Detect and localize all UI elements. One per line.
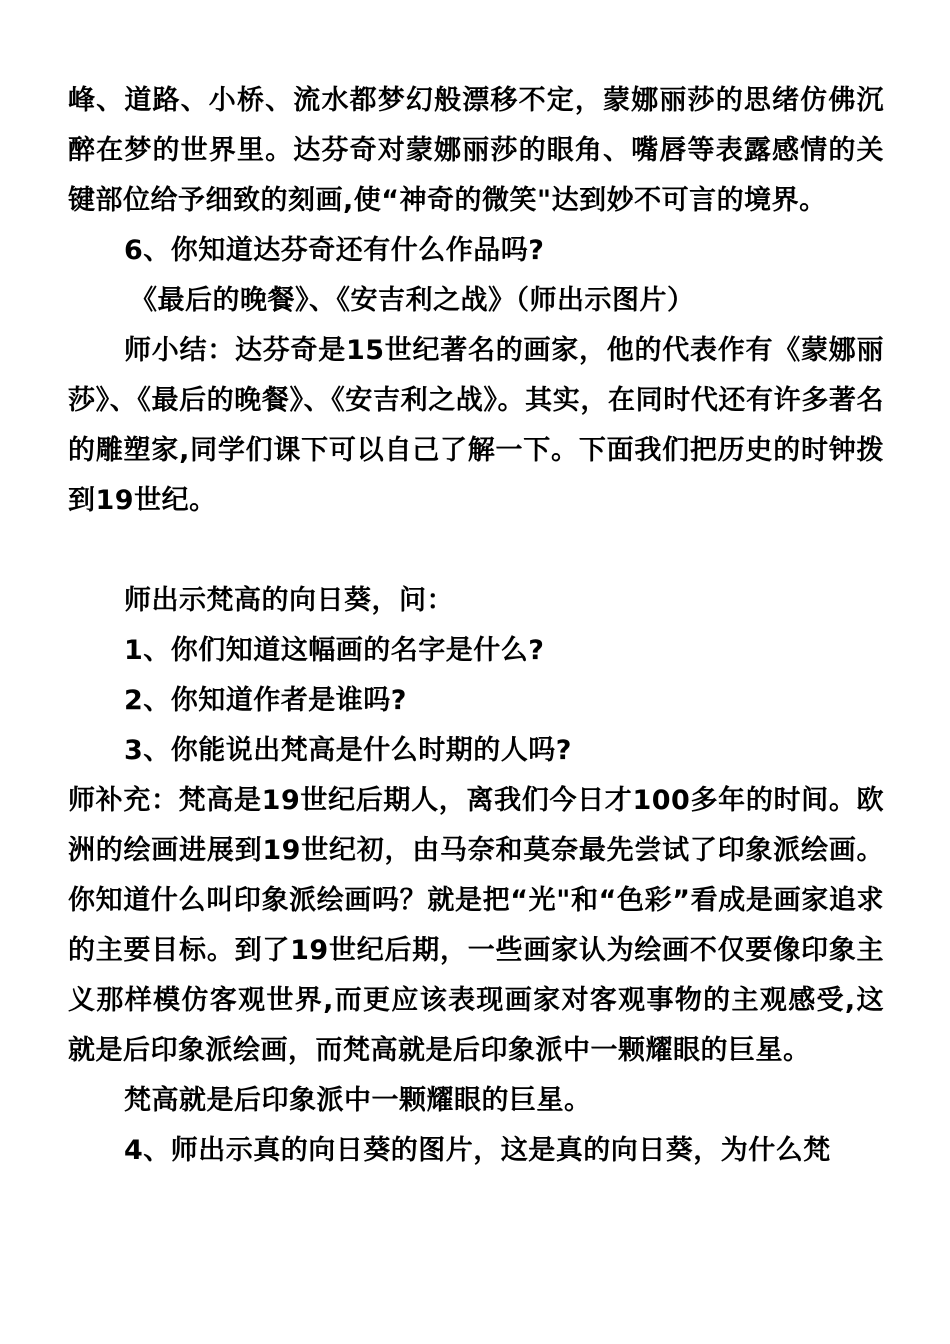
teacher-shows-sunflowers: 师出示梵高的向日葵，问： xyxy=(124,585,454,616)
blank-line xyxy=(68,526,884,576)
teacher-summary: 师小结：达芬奇是15世纪著名的画家，他的代表作有《蒙娜丽莎》、《最后的晚餐》、《安吉利之战》。其实，在同时代还有许多著名的雕塑家,同学们课下可以自己了解一下。下面我们把历史的时钟拨到19世纪。 xyxy=(68,335,884,516)
teacher-supplement: 师补充：梵高是19世纪后期人，离我们今日才100多年的时间。欧洲的绘画进展到19世纪初，由马奈和莫奈最先尝试了印象派绘画。你知道什么叫印象派绘画吗？就是把“光"和“色彩”看成是画家追求的主要目标。到了19世纪后期，一些画家认为绘画不仅要像印象主义那样模仿客观世界,而更应该表现画家对客观事物的主观感受,这就是后印象派绘画，而梵高就是后印象派中一颗耀眼的巨星。 xyxy=(68,785,884,1066)
question-4: 4、师出示真的向日葵的图片，这是真的向日葵，为什么梵 xyxy=(124,1135,831,1166)
repeat-statement: 梵高就是后印象派中一颗耀眼的巨星。 xyxy=(124,1085,592,1116)
question-2: 2、你知道作者是谁吗? xyxy=(124,685,407,716)
question-6: 6、你知道达芬奇还有什么作品吗? xyxy=(124,235,545,266)
document-page xyxy=(68,76,884,1176)
answer-6-works: 《最后的晚餐》、《安吉利之战》（师出示图片） xyxy=(130,285,695,316)
question-3: 3、你能说出梵高是什么时期的人吗? xyxy=(124,735,572,766)
paragraph-mona-lisa-description: 峰、道路、小桥、流水都梦幻般漂移不定，蒙娜丽莎的思绪仿佛沉醉在梦的世界里。达芬奇对蒙娜丽莎的眼角、嘴唇等表露感情的关键部位给予细致的刻画,使“神奇的微笑"达到妙不可言的境界。 xyxy=(68,85,884,216)
question-1: 1、你们知道这幅画的名字是什么? xyxy=(124,635,545,666)
